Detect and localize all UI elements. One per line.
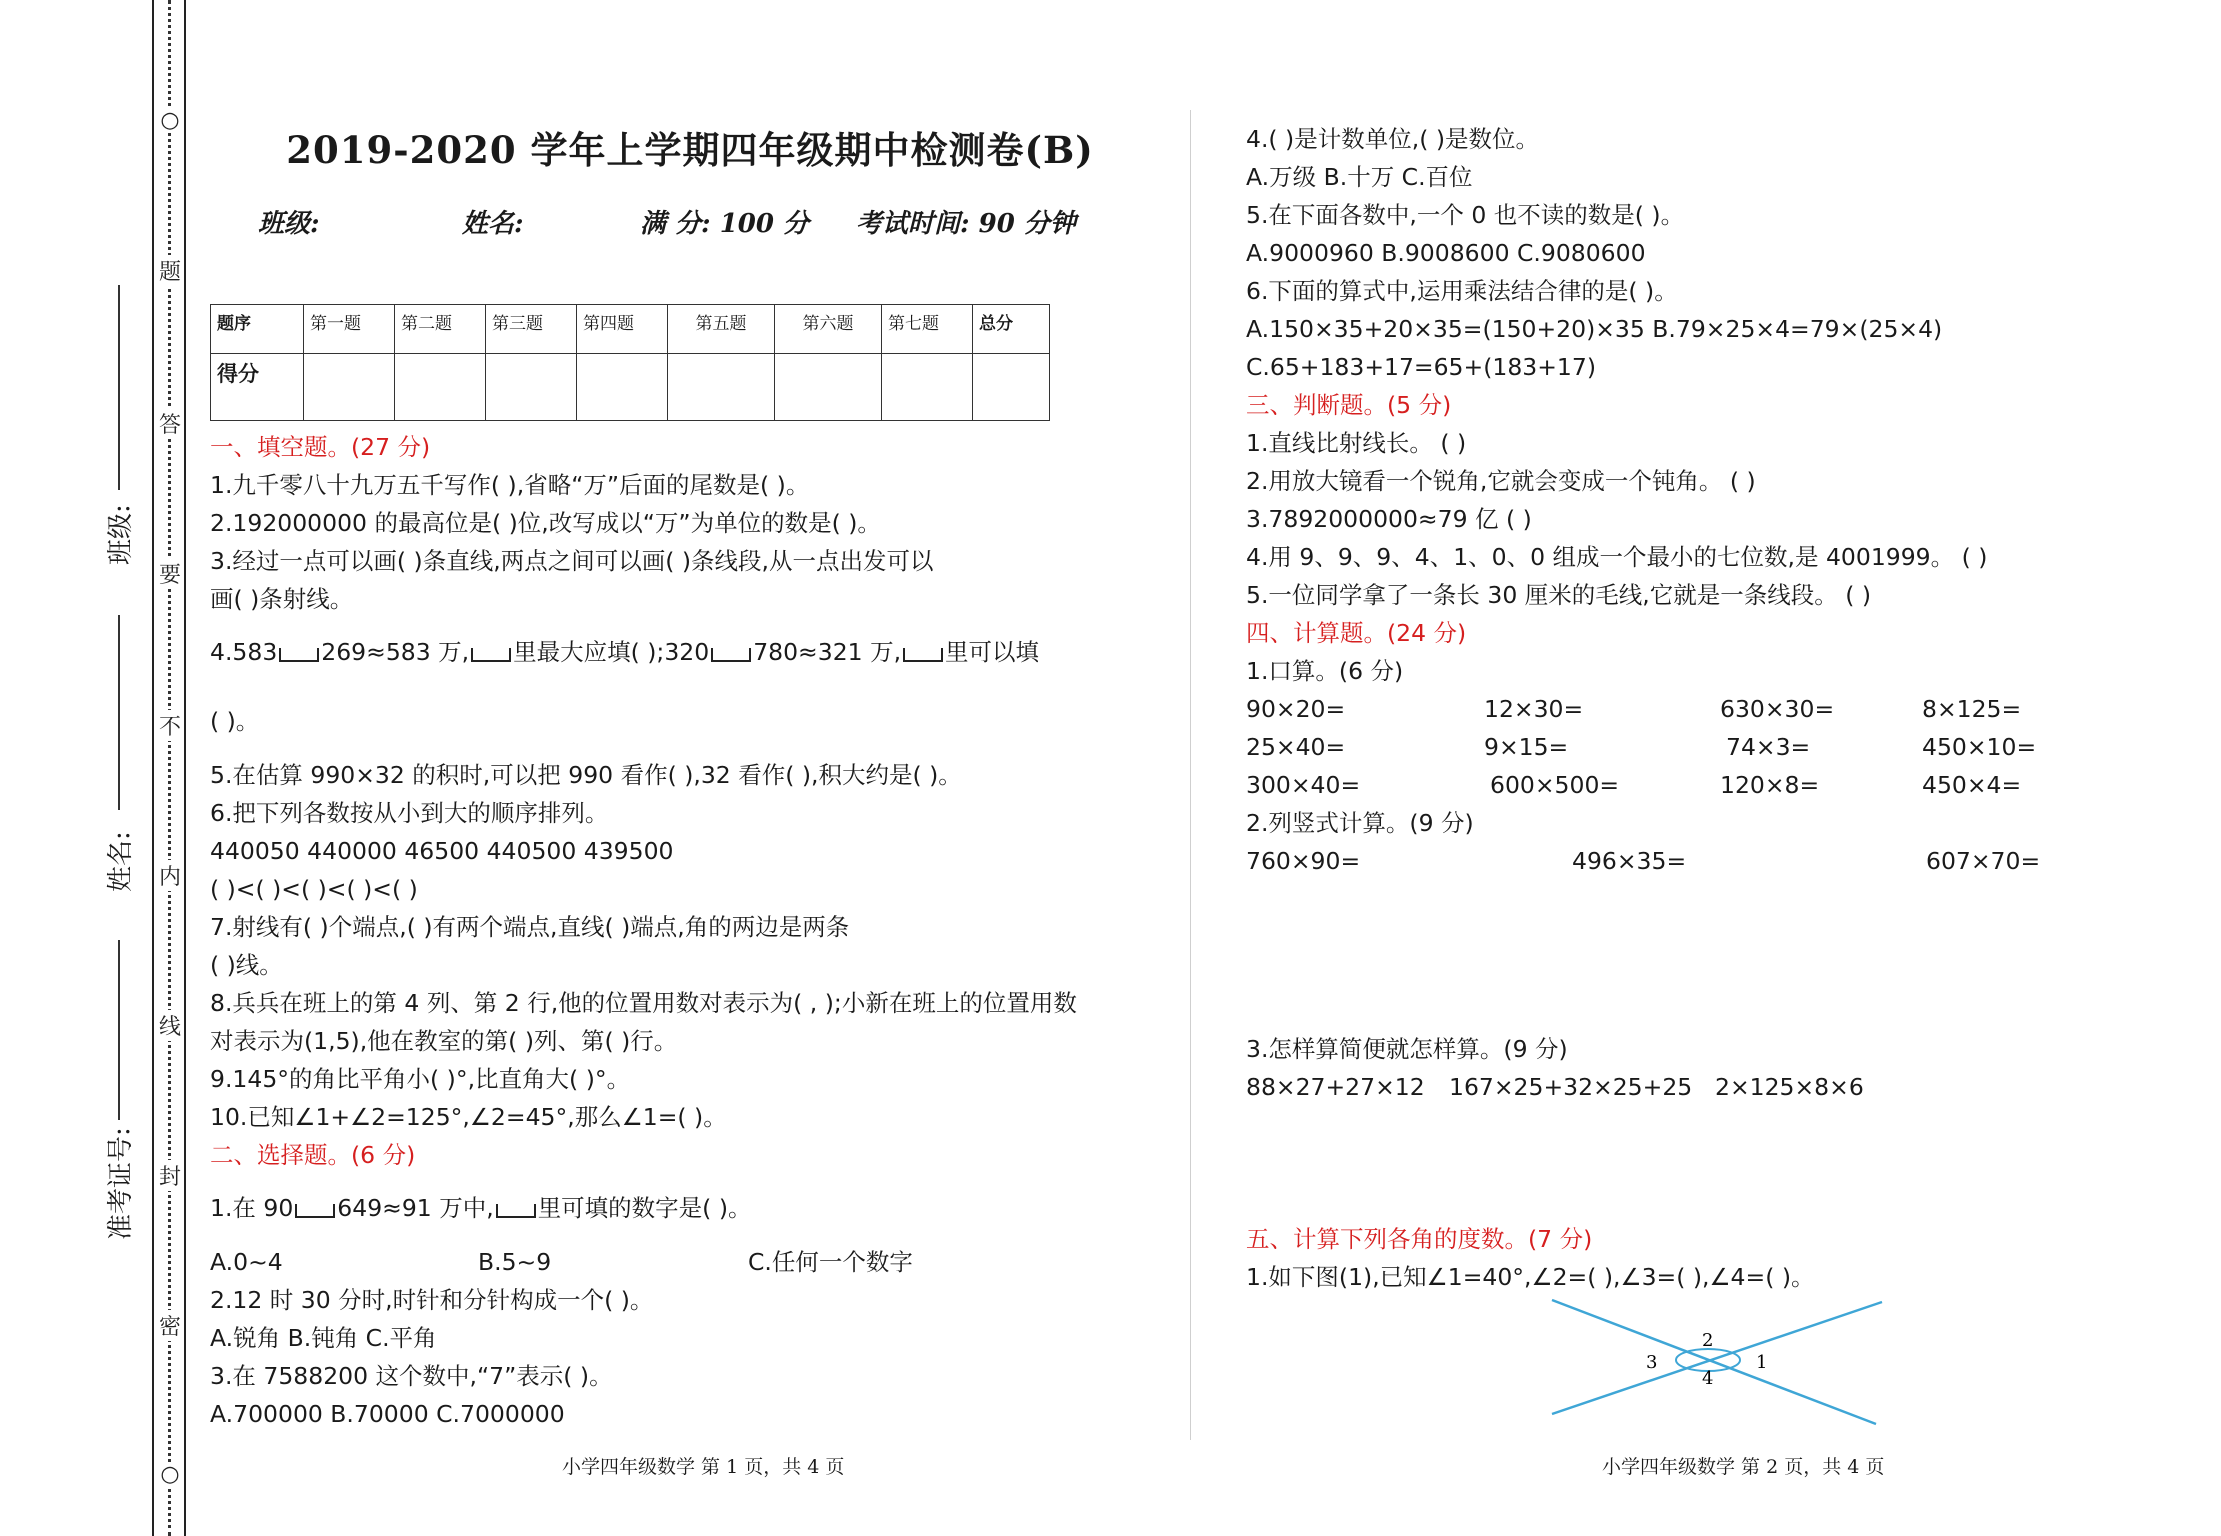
- options: A.150×35+20×35=(150+20)×35 B.79×25×4=79×(25×4): [1246, 315, 1943, 343]
- name-fill-line: [118, 615, 120, 810]
- score-cell: [577, 354, 668, 421]
- question: 2.192000000 的最高位是( )位,改写成以“万”为单位的数是( )。: [210, 509, 881, 537]
- score-header: 第四题: [577, 305, 668, 354]
- score-table: [210, 304, 1050, 421]
- question: 6.把下列各数按从小到大的顺序排列。: [210, 799, 609, 827]
- info-class: 班级:: [258, 209, 320, 239]
- binding-char: 内: [157, 860, 183, 891]
- binding-char: 密: [157, 1310, 183, 1341]
- figure-label: 3: [1646, 1352, 1658, 1373]
- oral-item: 25×40=: [1246, 733, 1346, 761]
- text: 里可填的数字是( )。: [537, 1194, 752, 1222]
- question: 5.在估算 990×32 的积时,可以把 990 看作( ),32 看作( ),积大约是( )。: [210, 761, 962, 789]
- vertical-item: 607×70=: [1926, 847, 2041, 875]
- option: C.任何一个数字: [748, 1248, 913, 1276]
- binding-char: ○: [157, 1462, 183, 1487]
- question: 1.直线比射线长。 ( ): [1246, 429, 1467, 457]
- figure-label: 4: [1702, 1368, 1714, 1389]
- question: 5.一位同学拿了一条长 30 厘米的毛线,它就是一条线段。 ( ): [1246, 581, 1872, 609]
- binding-line: [152, 0, 154, 1536]
- blank-list: ( )<( )<( )<( )<( ): [210, 875, 418, 903]
- oral-item: 90×20=: [1246, 695, 1346, 723]
- side-label-exam-id: 准考证号:: [106, 1127, 136, 1240]
- question: [210, 637, 1039, 667]
- question: 3.怎样算简便就怎样算。(9 分): [1246, 1035, 1568, 1063]
- question: ( )线。: [210, 951, 283, 979]
- figure-label: 1: [1756, 1352, 1768, 1373]
- blank-box: [711, 648, 751, 662]
- footer-right: 小学四年级数学 第 2 页，共 4 页: [1602, 1456, 1885, 1478]
- question: 对表示为(1,5),他在教室的第( )列、第( )行。: [210, 1027, 678, 1055]
- number-list: 440050 440000 46500 440500 439500: [210, 837, 674, 865]
- angle-figure: [1540, 1292, 1890, 1432]
- question: 画( )条射线。: [210, 585, 354, 613]
- binding-char: 封: [157, 1160, 183, 1191]
- section-fill-blank: 一、填空题。(27 分): [210, 433, 431, 461]
- options: C.65+183+17=65+(183+17): [1246, 353, 1596, 381]
- score-header: 第六题: [775, 305, 882, 354]
- oral-item: 12×30=: [1484, 695, 1584, 723]
- binding-char: 线: [157, 1010, 183, 1041]
- section-calc: 四、计算题。(24 分): [1246, 619, 1467, 647]
- score-cell: [973, 354, 1050, 421]
- oral-item: 8×125=: [1922, 695, 2022, 723]
- side-label-class: 班级:: [106, 504, 136, 565]
- binding-dotted-line: [168, 0, 171, 1536]
- section-judge: 三、判断题。(5 分): [1246, 391, 1452, 419]
- question: 4.( )是计数单位,( )是数位。: [1246, 125, 1540, 153]
- side-label-name: 姓名:: [106, 831, 136, 892]
- exam-title: 2019-2020 学年上学期四年级期中检测卷(B): [286, 128, 1094, 172]
- score-cell: [775, 354, 882, 421]
- score-header: 第二题: [395, 305, 486, 354]
- oral-item: 120×8=: [1720, 771, 1820, 799]
- figure-label: 2: [1702, 1330, 1714, 1351]
- info-full-score: 满 分: 100 分: [640, 209, 810, 239]
- question: 10.已知∠1+∠2=125°,∠2=45°,那么∠1=( )。: [210, 1103, 727, 1131]
- section-choice: 二、选择题。(6 分): [210, 1141, 416, 1169]
- binding-char: 要: [157, 558, 183, 589]
- vertical-item: 760×90=: [1246, 847, 1361, 875]
- question: 4.用 9、9、9、4、1、0、0 组成一个最小的七位数,是 4001999。 ( ): [1246, 543, 1988, 571]
- blank-box: [903, 648, 943, 662]
- question: 1.如下图(1),已知∠1=40°,∠2=( ),∠3=( ),∠4=( )。: [1246, 1263, 1815, 1291]
- question: 2.列竖式计算。(9 分): [1246, 809, 1474, 837]
- vertical-item: 496×35=: [1572, 847, 1687, 875]
- score-cell: [486, 354, 577, 421]
- question: 1.九千零八十九万五千写作( ),省略“万”后面的尾数是( )。: [210, 471, 810, 499]
- oral-item: 630×30=: [1720, 695, 1835, 723]
- question: 3.在 7588200 这个数中,“7”表示( )。: [210, 1362, 613, 1390]
- question: 2.用放大镜看一个锐角,它就会变成一个钝角。 ( ): [1246, 467, 1756, 495]
- question: 2.12 时 30 分时,时针和分针构成一个( )。: [210, 1286, 654, 1314]
- question: 3.经过一点可以画( )条直线,两点之间可以画( )条线段,从一点出发可以: [210, 547, 934, 575]
- blank-box: [295, 1204, 335, 1218]
- text: 1.在 90: [210, 1194, 294, 1222]
- score-row-label: 得分: [211, 354, 304, 421]
- binding-char: 题: [157, 255, 183, 286]
- info-time: 考试时间: 90 分钟: [856, 209, 1076, 239]
- score-cell: [395, 354, 486, 421]
- option: A.0~4: [210, 1248, 283, 1276]
- oral-item: 450×10=: [1922, 733, 2037, 761]
- simple-item: 2×125×8×6: [1715, 1073, 1864, 1101]
- option: B.5~9: [478, 1248, 552, 1276]
- text: 269≈583 万,: [321, 638, 470, 666]
- binding-char: ○: [157, 108, 183, 133]
- options: A.万级 B.十万 C.百位: [1246, 163, 1473, 191]
- page-divider: [1190, 110, 1191, 1440]
- binding-char: 答: [157, 408, 183, 439]
- question: 1.口算。(6 分): [1246, 657, 1404, 685]
- question: ( )。: [210, 707, 260, 735]
- blank-box: [471, 648, 511, 662]
- binding-line: [184, 0, 186, 1536]
- binding-margin: [0, 0, 190, 1536]
- options: A.锐角 B.钝角 C.平角: [210, 1324, 437, 1352]
- score-header: 第七题: [882, 305, 973, 354]
- score-header: 第五题: [668, 305, 775, 354]
- exam-id-fill-line: [118, 940, 120, 1120]
- blank-box: [496, 1204, 536, 1218]
- text: 里可以填: [945, 638, 1040, 666]
- question: 3.7892000000≈79 亿 ( ): [1246, 505, 1532, 533]
- text: 里最大应填( );320: [513, 638, 710, 666]
- question: 8.兵兵在班上的第 4 列、第 2 行,他的位置用数对表示为( , );小新在班上的位置用数: [210, 989, 1077, 1017]
- binding-char: 不: [157, 710, 183, 741]
- section-angles: 五、计算下列各角的度数。(7 分): [1246, 1225, 1593, 1253]
- score-cell: [668, 354, 775, 421]
- oral-item: 300×40=: [1246, 771, 1361, 799]
- oral-item: 74×3=: [1726, 733, 1811, 761]
- simple-item: 167×25+32×25+25: [1449, 1073, 1693, 1101]
- options: A.700000 B.70000 C.7000000: [210, 1400, 565, 1428]
- class-fill-line: [118, 285, 120, 490]
- score-header: 总分: [973, 305, 1050, 354]
- text: 780≈321 万,: [753, 638, 902, 666]
- score-cell: [882, 354, 973, 421]
- question: 7.射线有( )个端点,( )有两个端点,直线( )端点,角的两边是两条: [210, 913, 850, 941]
- question: 6.下面的算式中,运用乘法结合律的是( )。: [1246, 277, 1678, 305]
- score-cell: [304, 354, 395, 421]
- footer-left: 小学四年级数学 第 1 页，共 4 页: [562, 1456, 845, 1478]
- simple-item: 88×27+27×12: [1246, 1073, 1425, 1101]
- question: 9.145°的角比平角小( )°,比直角大( )°。: [210, 1065, 631, 1093]
- oral-item: 9×15=: [1484, 733, 1569, 761]
- oral-item: 450×4=: [1922, 771, 2022, 799]
- question: [210, 1193, 752, 1223]
- blank-box: [279, 648, 319, 662]
- oral-item: 600×500=: [1490, 771, 1620, 799]
- score-header: 第三题: [486, 305, 577, 354]
- text: 649≈91 万中,: [337, 1194, 494, 1222]
- question: 5.在下面各数中,一个 0 也不读的数是( )。: [1246, 201, 1685, 229]
- score-header: 题序: [211, 305, 304, 354]
- score-header: 第一题: [304, 305, 395, 354]
- info-name: 姓名:: [462, 209, 524, 239]
- figure-line: [1552, 1300, 1876, 1424]
- options: A.9000960 B.9008600 C.9080600: [1246, 239, 1646, 267]
- text: 4.583: [210, 638, 278, 666]
